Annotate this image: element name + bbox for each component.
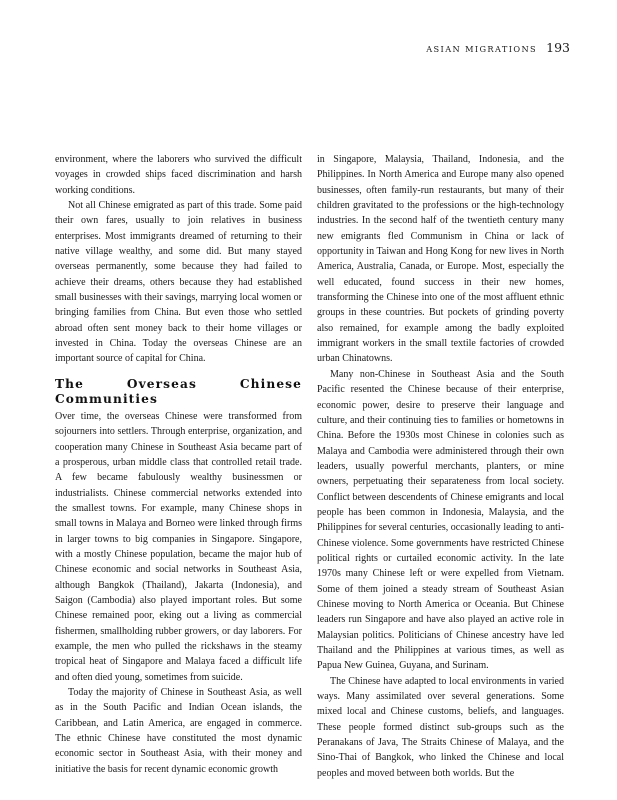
paragraph: The Chinese have adapted to local environments in varied ways. Many assimilated over several generations. Some mixed local and Chinese customs, beliefs, and languages. These people formed distinct sub-groups such as the Peranakans of Java, The Straits Chinese of Malaya, and the Sino-Thai of Bangkok, who linked the Chinese and local peoples and moved between both worlds. But the: [317, 675, 564, 779]
left-column: [55, 152, 302, 777]
paragraph: Not all Chinese emigrated as part of this trade. Some paid their own fares, usually to join relatives in business enterprises. Most immigrants dreamed of returning to their native village wealthy, and some did. But many stayed overseas permanently, some because they had failed to achieve their dreams, others because they had established small businesses with their savings, marrying local women or bringing families from China. But even those who settled abroad often sent money back to their home villages or invested in China. Today the overseas Chinese are an important source of capital for China.: [55, 200, 302, 365]
paragraph: environment, where the laborers who survived the difficult voyages in crowded ships faced discrimination and harsh working conditions.: [55, 154, 302, 196]
running-head: [426, 37, 570, 56]
running-title: ASIAN MIGRATIONS: [426, 44, 538, 54]
paragraph: Over time, the overseas Chinese were transformed from sojourners into settlers. Through enterprise, organization, and cooperation many Chinese in Southeast Asia became part of a prosperous, urban middle class that controlled retail trade. A few became fabulously wealthy businessmen or industrialists. Chinese commercial networks extended into the smallest towns. For example, many Chinese shops in small towns in Malaya and Borneo were linked through firms in larger towns to big companies in Singapore. Singapore, with a mostly Chinese population, became the major hub of Chinese economic and social networks in Southeast Asia, although Bangkok (Thailand), Jakarta (Indonesia), and Saigon (Cambodia) also played important roles. But some Chinese remained poor, eking out a living as commercial fishermen, smallholding rubber growers, or day laborers. For example, the men who pulled the rickshaws in the steamy tropical heat of Singapore and Malaya faced a difficult life and often died young, sometimes from suicide.: [55, 410, 302, 683]
right-column: [317, 152, 564, 781]
section-heading: The Overseas Chinese Communities: [55, 376, 302, 406]
paragraph: Today the majority of Chinese in Southeast Asia, as well as in the South Pacific and Indian Ocean islands, the Caribbean, and Latin America, are engaged in commerce. The ethnic Chinese have constituted the most dynamic economic sector in Southeast Asia, with their money and initiative the basis for recent dynamic economic growth: [55, 687, 302, 775]
paragraph: in Singapore, Malaysia, Thailand, Indonesia, and the Philippines. In North America and Europe many also opened businesses, often family-run restaurants, but many of their children gravitated to the professions or the high-technology industries. In the second half of the twentieth century many new emigrants fled Communism in China or lack of opportunity in Taiwan and Hong Kong for new lives in North America, Australia, Canada, or Europe. Most, especially the well educated, found success in their new homes, transforming the Chinese into one of the most affluent ethnic groups in these countries. But pockets of grinding poverty also remained, for example among the badly exploited immigrant workers in the small textile factories of crowded urban Chinatowns.: [317, 154, 564, 365]
paragraph: Many non-Chinese in Southeast Asia and the South Pacific resented the Chinese because of their enterprise, economic power, desire to preserve their language and culture, and their continuing ties to families or hometowns in China. Before the 1930s most Chinese in colonies such as Malaya and Cambodia were administered through their own leaders, usually powerful merchants, planters, or mine owners, perpetuating their separateness from local society. Conflict between descendents of Chinese emigrants and local people has been common in Indonesia, Malaysia, and the Philippines for several centuries, occasionally leading to anti-Chinese violence. Some governments have restricted Chinese political rights or curtailed economic activity. In the late 1970s many Chinese left or were expelled from Vietnam. Some of them joined a steady stream of Southeast Asian Chinese moving to North America or Oceania. But Chinese leaders run Singapore and have also played an active role in Malaysian politics. Politicians of Chinese ancestry have led Thailand and the Philippines at various times, as well as Papua New Guinea, Guyana, and Surinam.: [317, 368, 564, 672]
page-number: 193: [546, 40, 570, 55]
